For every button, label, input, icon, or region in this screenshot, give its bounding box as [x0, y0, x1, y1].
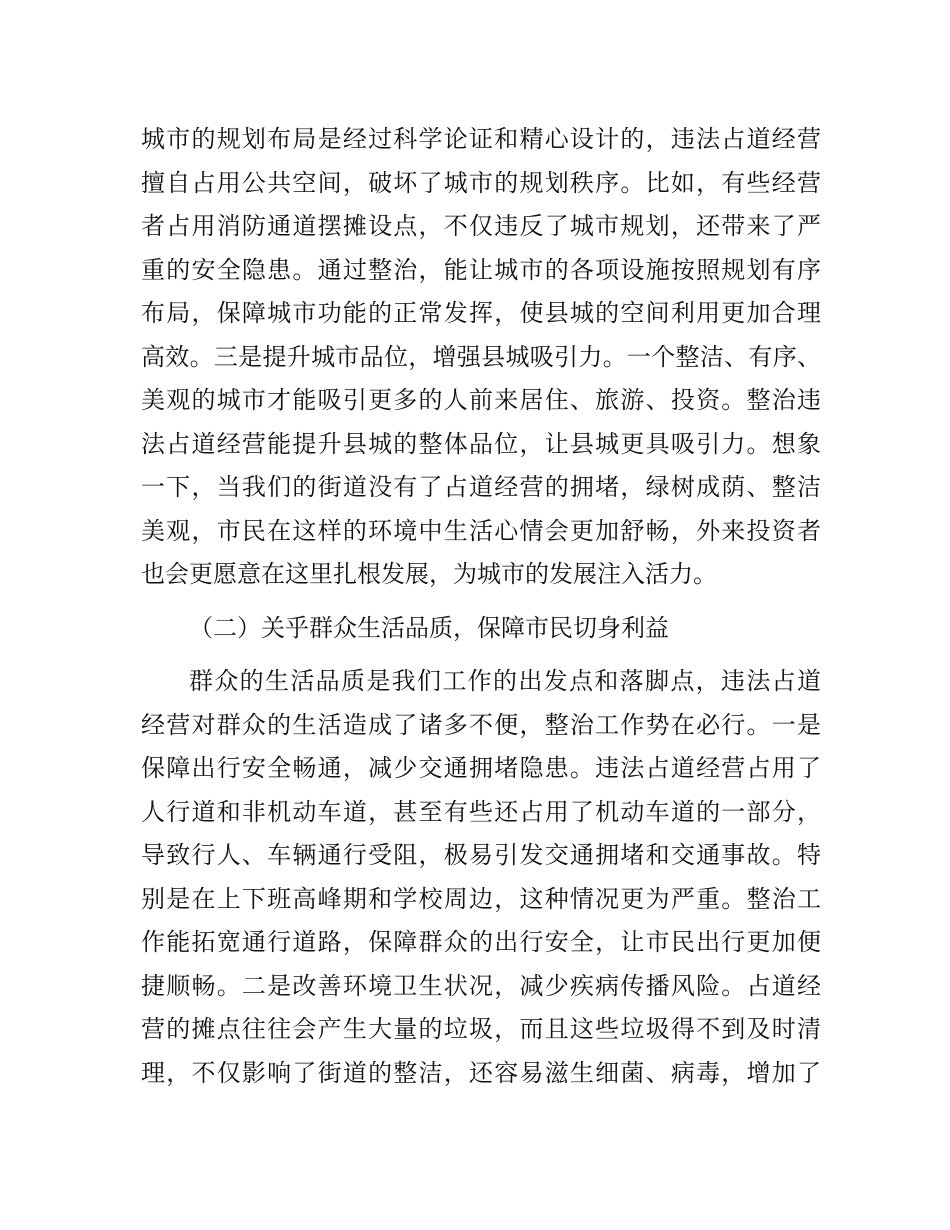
- paragraph-line: 城市的规划布局是经过科学论证和精心设计的，违法占道经营: [141, 125, 821, 153]
- paragraph-line: 人行道和非机动车道，甚至有些还占用了机动车道的一部分，: [141, 797, 821, 826]
- spacer: [141, 650, 821, 660]
- paragraph-line: 者占用消防通道摆摊设点，不仅违反了城市规划，还带来了严: [141, 212, 821, 240]
- paragraph-line: 也会更愿意在这里扎根发展，为城市的发展注入活力。: [141, 560, 717, 588]
- paragraph-line: 保障出行安全畅通，减少交通拥堵隐患。违法占道经营占用了: [141, 754, 821, 782]
- section-heading: （二）关乎群众生活品质，保障市民切身利益: [189, 613, 669, 642]
- paragraph-line: 别是在上下班高峰期和学校周边，这种情况更为严重。整治工: [141, 884, 821, 913]
- paragraph-2: [141, 660, 821, 1095]
- paragraph-line: 高效。三是提升城市品位，增强县城吸引力。一个整洁、有序、: [141, 342, 821, 371]
- paragraph-line: 群众的生活品质是我们工作的出发点和落脚点，违法占道: [189, 667, 821, 695]
- paragraph-line: 布局，保障城市功能的正常发挥，使县城的空间利用更加合理: [141, 299, 821, 327]
- paragraph-line: 营的摊点往往会产生大量的垃圾，而且这些垃圾得不到及时清: [141, 1015, 821, 1043]
- paragraph-line: 法占道经营能提升县城的整体品位，让县城更具吸引力。想象: [141, 429, 821, 458]
- paragraph-line: 重的安全隐患。通过整治，能让城市的各项设施按照规划有序: [141, 255, 821, 284]
- paragraph-line: 美观的城市才能吸引更多的人前来居住、旅游、投资。整治违: [141, 386, 821, 414]
- document-body: [141, 118, 821, 1095]
- paragraph-line: 导致行人、车辆通行受阻，极易引发交通拥堵和交通事故。特: [141, 841, 821, 869]
- paragraph-line: 捷顺畅。二是改善环境卫生状况，减少疾病传播风险。占道经: [141, 971, 821, 1000]
- paragraph-line: 经营对群众的生活造成了诸多不便，整治工作势在必行。一是: [141, 710, 821, 739]
- paragraph-line: 美观，市民在这样的环境中生活心情会更加舒畅，外来投资者: [141, 516, 821, 545]
- spacer: [141, 597, 821, 607]
- paragraph-1: [141, 118, 821, 597]
- paragraph-line: 作能拓宽通行道路，保障群众的出行安全，让市民出行更加便: [141, 928, 821, 956]
- paragraph-line: 擅自占用公共空间，破坏了城市的规划秩序。比如，有些经营: [141, 168, 821, 197]
- paragraph-line: 理，不仅影响了街道的整洁，还容易滋生细菌、病毒，增加了: [141, 1058, 821, 1087]
- paragraph-line: 一下，当我们的街道没有了占道经营的拥堵，绿树成荫、整洁: [141, 473, 821, 501]
